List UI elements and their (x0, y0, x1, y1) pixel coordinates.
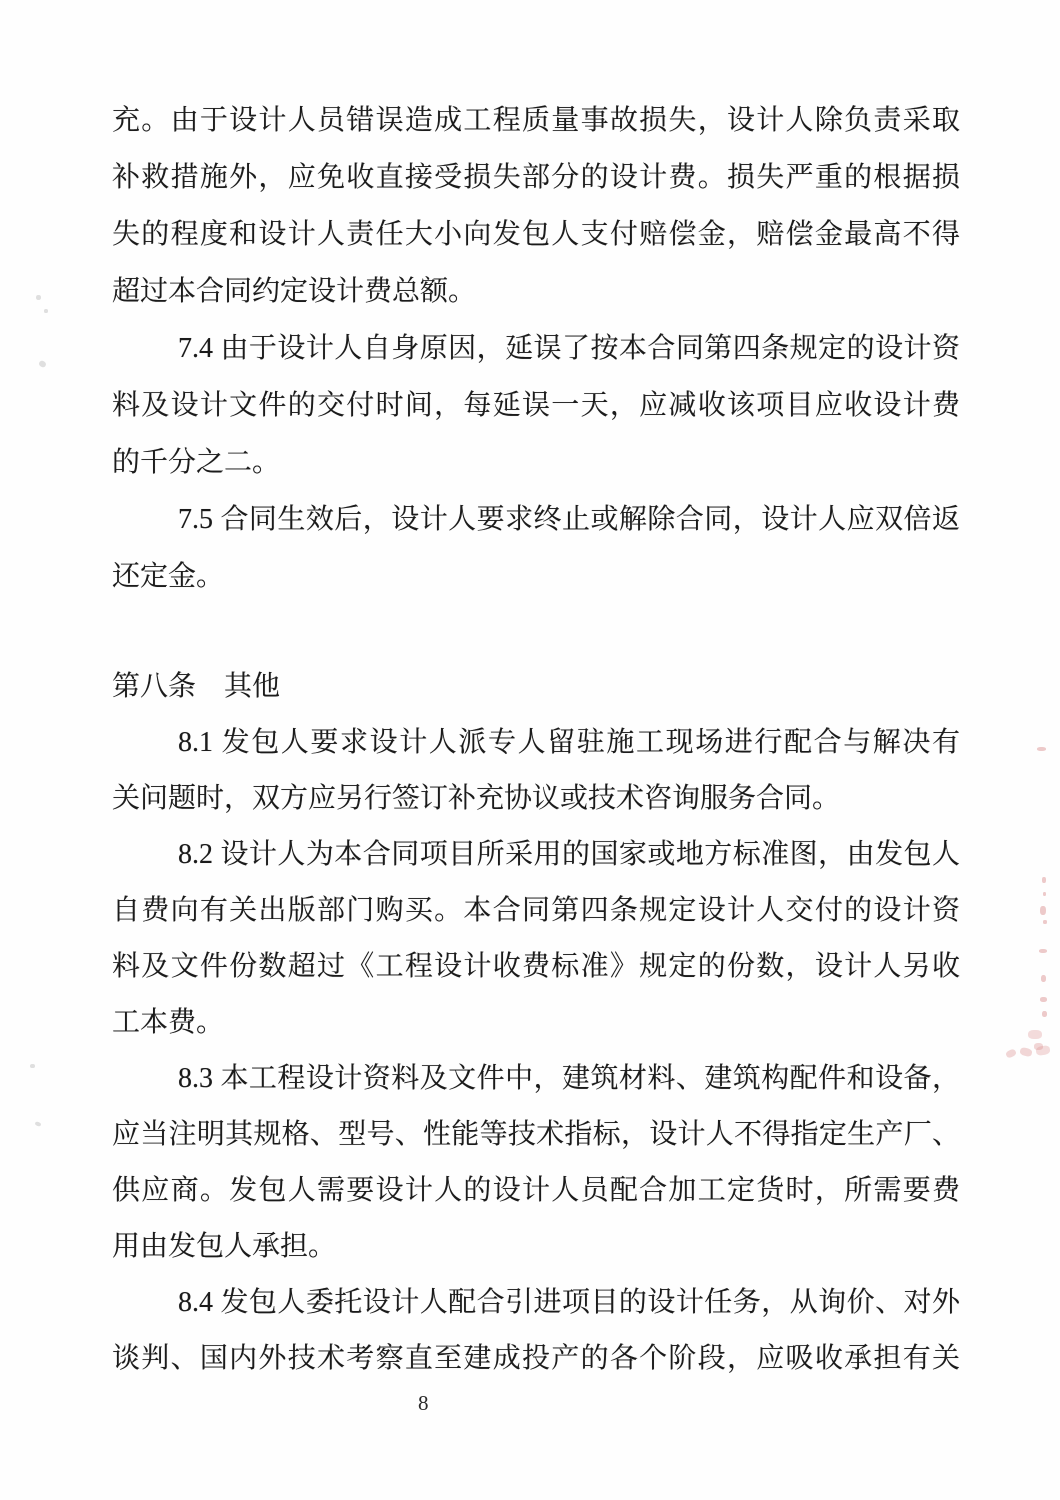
article-8-heading: 第八条 其他 (112, 671, 281, 702)
clause-7-3-continuation (112, 92, 960, 320)
text-line: 超过本合同约定设计费总额。 (112, 276, 477, 307)
clause-7-5 (112, 491, 960, 605)
text-line: 充。由于设计人员错误造成工程质量事故损失，设计人除负责采取 (112, 105, 960, 136)
pen-mark (1035, 1045, 1050, 1056)
clause-8-1 (112, 715, 960, 827)
pen-mark (1005, 1048, 1017, 1059)
scan-artifact (36, 295, 41, 300)
section-spacer (112, 605, 960, 658)
scan-artifact (44, 309, 48, 313)
pen-mark (1042, 1011, 1047, 1017)
clause-8-3 (112, 1051, 960, 1275)
text-line: 补救措施外，应免收直接受损失部分的设计费。损失严重的根据损 (112, 162, 960, 193)
text-line: 供应商。发包人需要设计人的设计人员配合加工定货时，所需要费 (112, 1175, 960, 1206)
text-line: 8.4 发包人委托设计人配合引进项目的设计任务，从询价、对外 (178, 1287, 960, 1318)
pen-mark (1041, 975, 1046, 982)
text-line: 应当注明其规格、型号、性能等技术指标，设计人不得指定生产厂、 (112, 1119, 960, 1150)
pen-mark (1019, 1047, 1033, 1058)
text-line: 料及设计文件的交付时间，每延误一天，应减收该项目应收设计费 (112, 390, 960, 421)
text-line: 自费向有关出版部门购买。本合同第四条规定设计人交付的设计资 (112, 895, 960, 926)
pen-mark (1043, 892, 1046, 896)
text-line: 还定金。 (112, 561, 225, 592)
text-line: 8.1 发包人要求设计人派专人留驻施工现场进行配合与解决有 (178, 727, 960, 758)
clause-7-4 (112, 320, 960, 491)
contract-text-column (112, 92, 960, 1387)
pen-mark (1028, 1030, 1042, 1039)
clause-8-2 (112, 827, 960, 1051)
pen-mark (1040, 906, 1046, 915)
text-line: 失的程度和设计人责任大小向发包人支付赔偿金，赔偿金最高不得 (112, 219, 960, 250)
text-line: 料及文件份数超过《工程设计收费标准》规定的份数，设计人另收 (112, 951, 960, 982)
page-number: 8 (418, 1391, 429, 1415)
pen-mark (1037, 747, 1046, 751)
text-line: 的千分之二。 (112, 447, 281, 478)
scan-artifact (34, 1121, 41, 1127)
text-line: 关问题时，双方应另行签订补充协议或技术咨询服务合同。 (112, 783, 841, 814)
text-line: 谈判、国内外技术考察直至建成投产的各个阶段，应吸收承担有关 (112, 1343, 960, 1374)
pen-mark (1043, 920, 1047, 924)
pen-mark (1042, 877, 1046, 883)
text-line: 7.4 由于设计人自身原因，延误了按本合同第四条规定的设计资 (178, 333, 960, 364)
pen-mark (1039, 949, 1047, 953)
scan-artifact (38, 360, 47, 369)
text-line: 8.2 设计人为本合同项目所采用的国家或地方标准图，由发包人 (178, 839, 960, 870)
text-line: 工本费。 (112, 1007, 225, 1038)
pen-mark (1040, 997, 1047, 1002)
text-line: 8.3 本工程设计资料及文件中，建筑材料、建筑构配件和设备， (178, 1063, 960, 1094)
text-line: 7.5 合同生效后，设计人要求终止或解除合同，设计人应双倍返 (178, 504, 960, 535)
text-line: 用由发包人承担。 (112, 1231, 337, 1262)
scan-artifact (30, 1064, 35, 1068)
clause-8-4 (112, 1275, 960, 1387)
